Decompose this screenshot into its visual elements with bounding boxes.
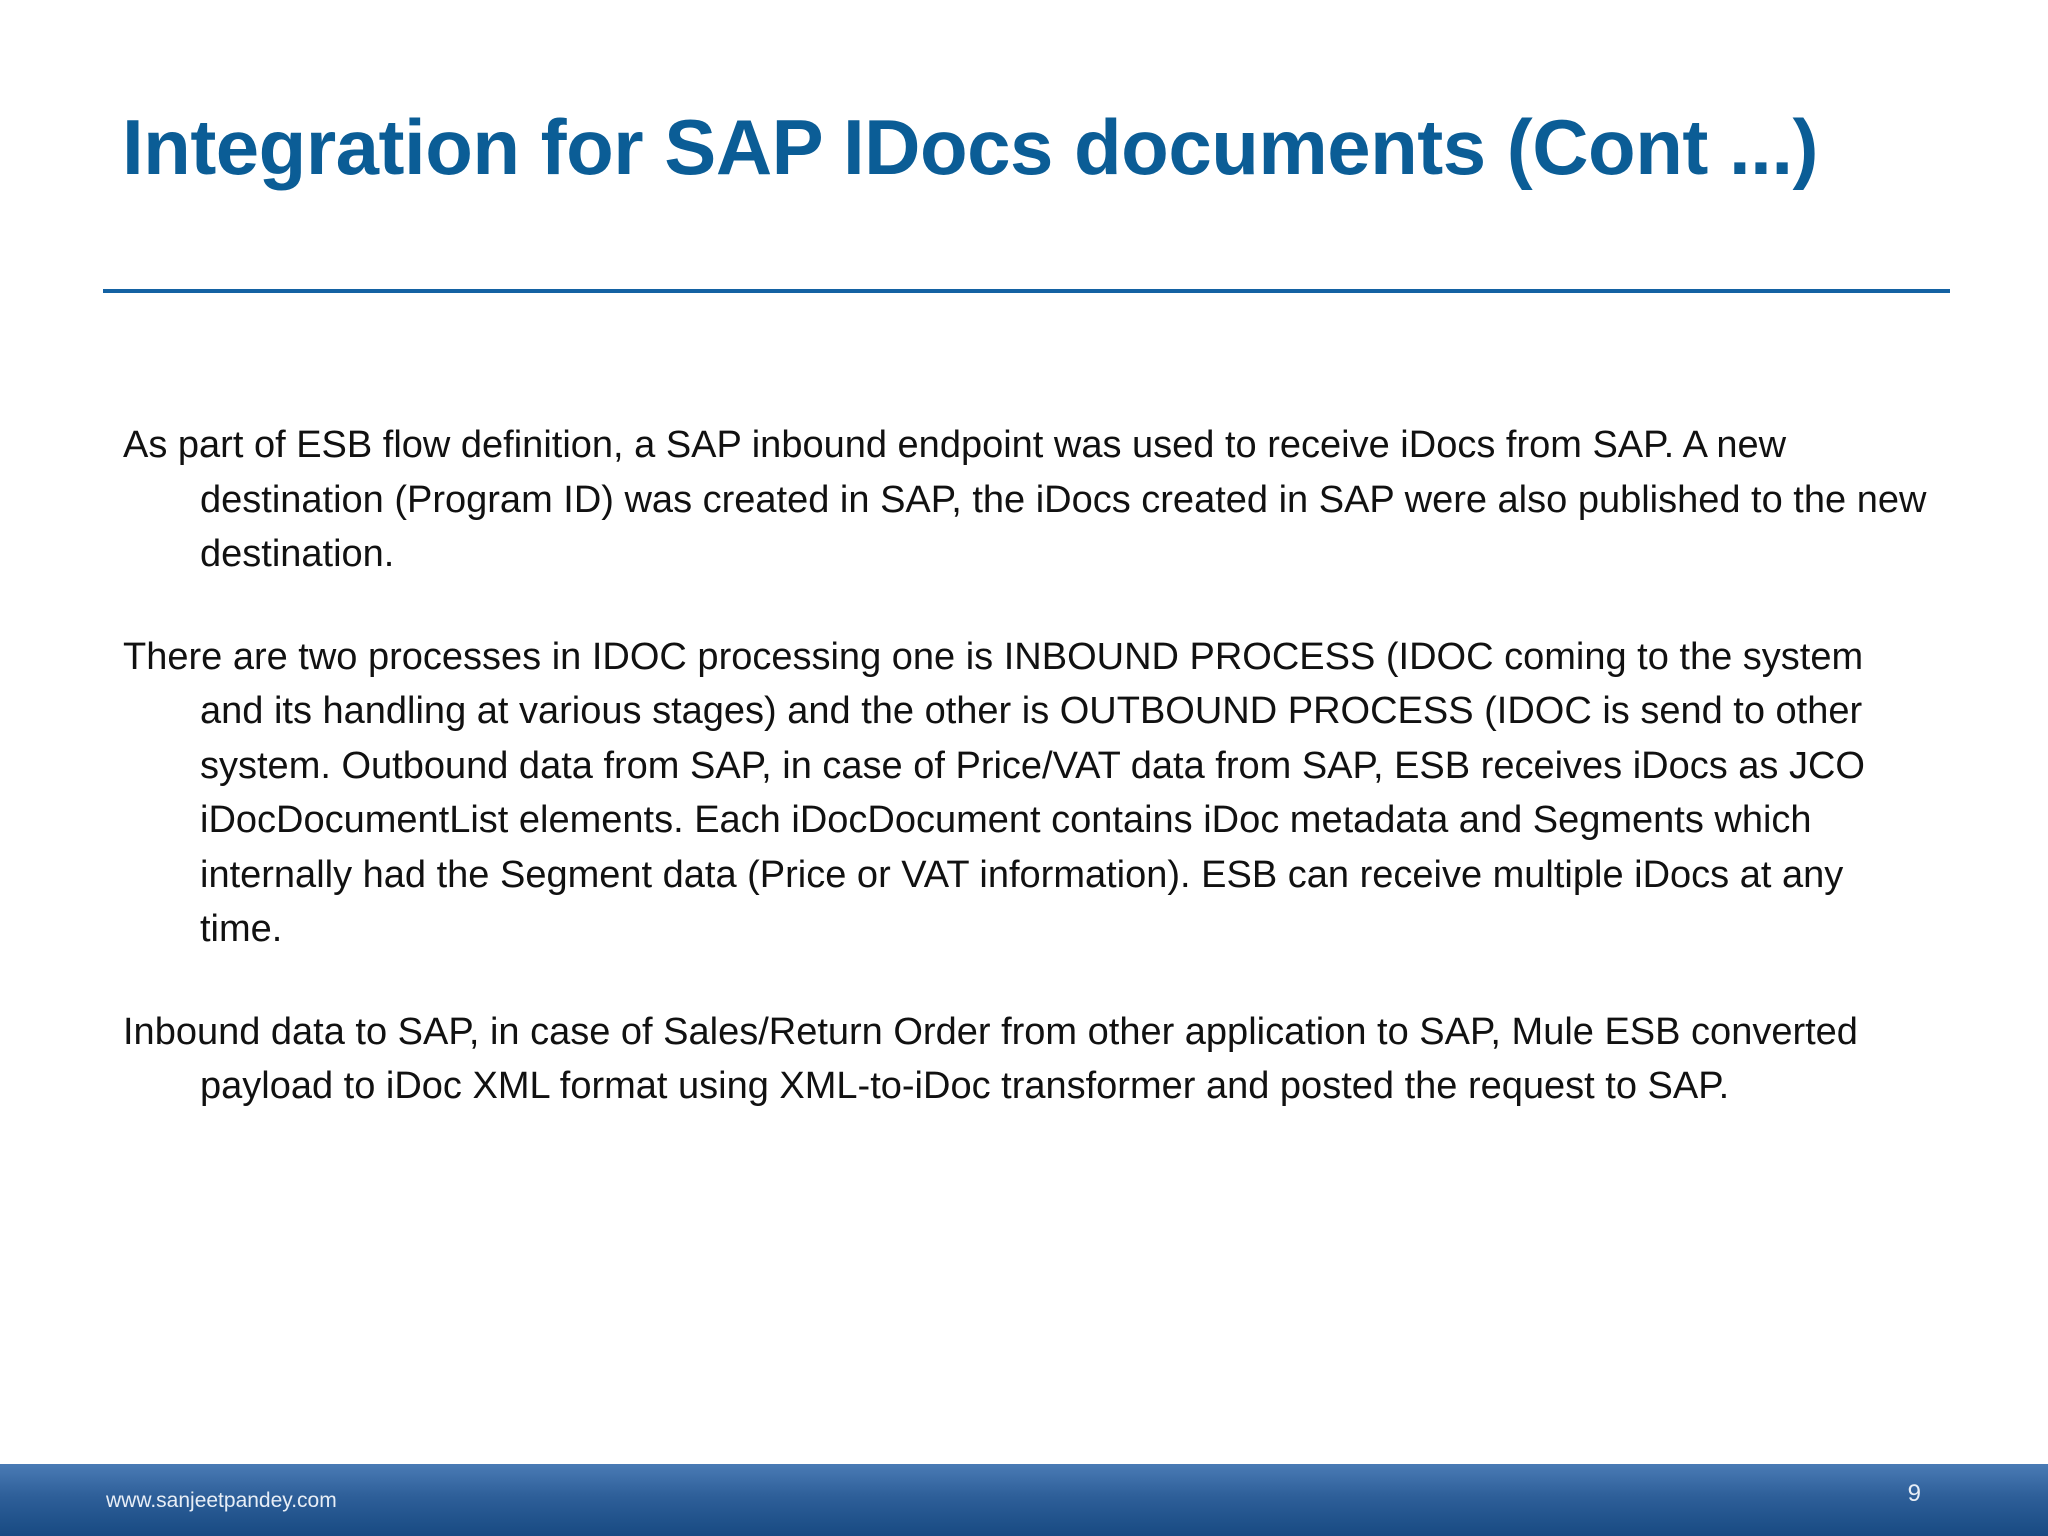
- footer-website: www.sanjeetpandey.com: [106, 1489, 337, 1512]
- page-number: 9: [1907, 1480, 1921, 1507]
- slide-body: [123, 418, 1933, 1162]
- paragraph-sap-inbound-endpoint: As part of ESB flow definition, a SAP inbound endpoint was used to receive iDocs from SAP. A new destination (Program ID) was created in SAP, the iDocs created in SAP were also published to the new destination.: [123, 424, 1927, 575]
- title-divider: [103, 289, 1950, 293]
- paragraph-inbound-data: Inbound data to SAP, in case of Sales/Return Order from other application to SAP, Mule ESB converted payload to iDoc XML format using XML-to-iDoc transformer and posted the request to SAP.: [123, 1010, 1858, 1107]
- paragraph-idoc-processes: There are two processes in IDOC processing one is INBOUND PROCESS (IDOC coming to the system and its handling at various stages) and the other is OUTBOUND PROCESS (IDOC is send to other system. Outbound data from SAP, in case of Price/VAT data from SAP, ESB receives iDocs as JCO iDocDocumentList elements. Each iDocDocument contains iDoc metadata and Segments which internally had the Segment data (Price or VAT information). ESB can receive multiple iDocs at any time.: [123, 635, 1865, 950]
- footer-bar: [0, 1464, 2048, 1536]
- slide-title: Integration for SAP IDocs documents (Cont ...): [122, 103, 1818, 191]
